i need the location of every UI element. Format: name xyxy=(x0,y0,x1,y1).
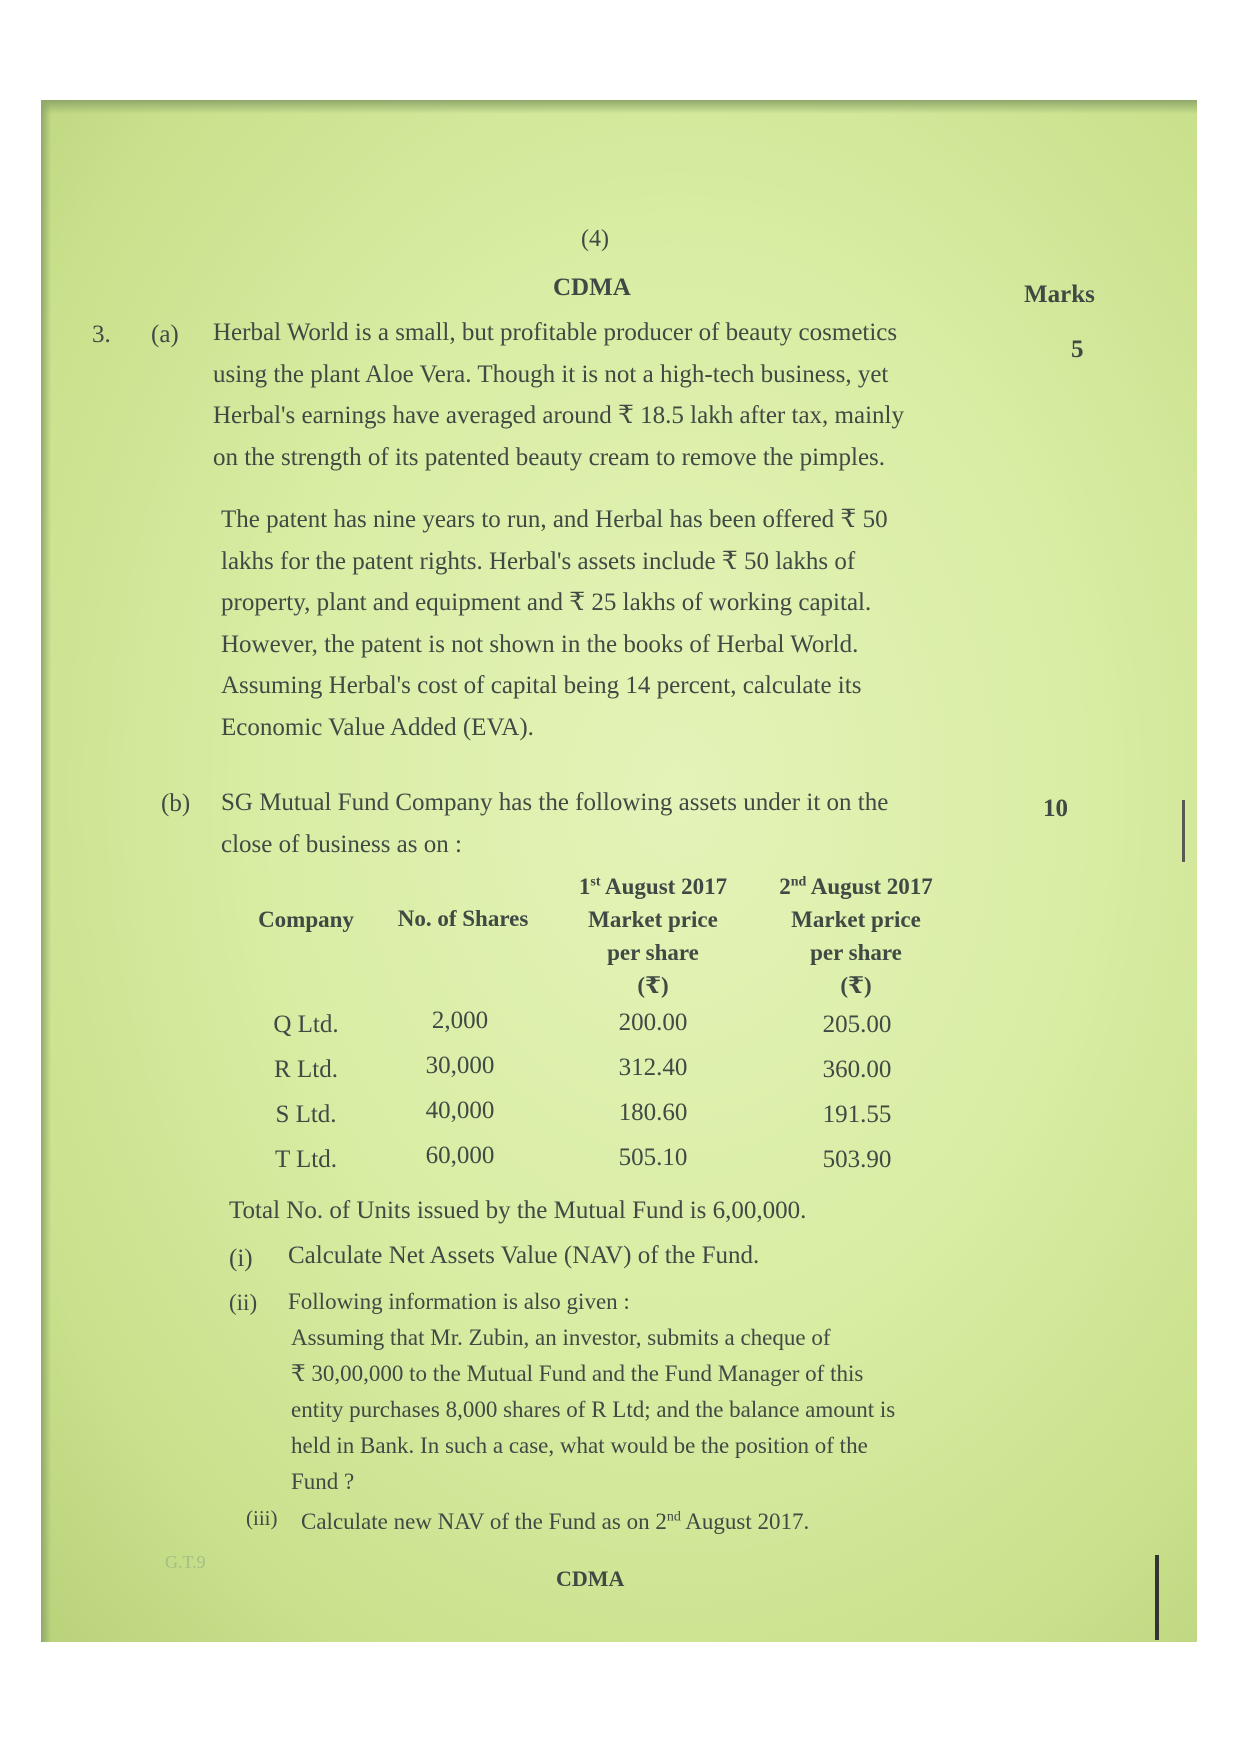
currency-header: (₹) xyxy=(637,973,669,998)
paper-header: CDMA xyxy=(553,274,631,301)
table-header-shares: No. of Shares xyxy=(397,906,529,931)
question-number: 3. xyxy=(92,321,111,348)
edge-mark xyxy=(1155,1555,1159,1640)
paper-footer: CDMA xyxy=(556,1566,625,1591)
shares-cell: 30,000 xyxy=(425,1052,495,1079)
page-turn-code: G.T.9 xyxy=(165,1552,206,1572)
price-2-cell: 191.55 xyxy=(822,1101,892,1128)
company-cell: T Ltd. xyxy=(274,1146,338,1173)
shares-cell: 40,000 xyxy=(425,1097,495,1124)
date-suffix: nd xyxy=(666,1509,681,1525)
units-issued-line: Total No. of Units issued by the Mutual Fund is 6,00,000. xyxy=(229,1197,807,1224)
part-a-marks: 5 xyxy=(1071,336,1084,363)
date-1-day: 1 xyxy=(578,874,591,899)
page-number: (4) xyxy=(581,226,609,252)
date-1-heading xyxy=(561,870,745,903)
text-line: entity purchases 8,000 shares of R Ltd; and the balance amount is xyxy=(291,1397,896,1422)
text-line: property, plant and equipment and ₹ 25 lakhs of working capital. xyxy=(221,589,872,616)
sub-iii-label: (iii) xyxy=(246,1506,278,1530)
edge-mark xyxy=(1182,800,1185,862)
price-1-cell: 200.00 xyxy=(618,1009,688,1036)
price-2-cell: 503.90 xyxy=(822,1146,892,1173)
part-a-paragraph-2 xyxy=(221,499,1007,748)
text-line: held in Bank. In such a case, what would be the position of the xyxy=(291,1433,868,1458)
date-2-day: 2 xyxy=(779,874,791,899)
sub-iii-text-main: Calculate new NAV of the Fund as on 2 xyxy=(301,1509,667,1534)
sub-i-label: (i) xyxy=(229,1245,253,1272)
price-header-line2: per share xyxy=(607,940,699,965)
company-cell: S Ltd. xyxy=(275,1101,337,1128)
date-2-month-year: August 2017 xyxy=(806,874,933,899)
date-1-suffix: st xyxy=(590,874,601,890)
date-1-month-year: August 2017 xyxy=(600,874,728,899)
table-header-date-2 xyxy=(761,870,951,1002)
text-line: using the plant Aloe Vera. Though it is not a high-tech business, yet xyxy=(213,360,889,388)
price-header-line1: Market price xyxy=(588,907,718,932)
sub-ii-text: Following information is also given : xyxy=(288,1289,630,1314)
sub-iii-text-end: August 2017. xyxy=(680,1509,810,1534)
currency-header: (₹) xyxy=(840,973,872,998)
sub-ii-label: (ii) xyxy=(229,1290,258,1315)
part-b-marks: 10 xyxy=(1043,795,1068,822)
text-line: However, the patent is not shown in the books of Herbal World. xyxy=(221,630,859,658)
price-header-line2: per share xyxy=(810,940,902,965)
price-header-line1: Market price xyxy=(791,907,921,932)
table-header-company: Company xyxy=(258,907,354,932)
price-2-cell: 205.00 xyxy=(822,1011,892,1038)
company-cell: Q Ltd. xyxy=(273,1011,339,1038)
part-a-paragraph-1 xyxy=(213,312,1009,478)
text-line: close of business as on : xyxy=(221,830,462,858)
text-line: Herbal's earnings have averaged around ₹ 18.5 lakh after tax, mainly xyxy=(213,402,904,429)
part-a-label: (a) xyxy=(151,321,179,348)
text-line: SG Mutual Fund Company has the following assets under it on the xyxy=(221,789,889,816)
table-header-date-1 xyxy=(561,870,745,1002)
sub-ii-detail xyxy=(291,1320,977,1500)
company-cell: R Ltd. xyxy=(274,1056,338,1083)
text-line: Economic Value Added (EVA). xyxy=(221,713,534,741)
price-1-cell: 312.40 xyxy=(618,1054,688,1081)
text-line: lakhs for the patent rights. Herbal's assets include ₹ 50 lakhs of xyxy=(221,547,856,575)
marks-heading: Marks xyxy=(1024,281,1095,308)
date-2-heading xyxy=(761,870,951,903)
price-1-cell: 180.60 xyxy=(618,1099,688,1126)
text-line: Assuming that Mr. Zubin, an investor, submits a cheque of xyxy=(291,1325,831,1350)
part-b-label: (b) xyxy=(161,790,191,817)
text-line: Assuming Herbal's cost of capital being 14 percent, calculate its xyxy=(221,672,862,699)
text-line: Fund ? xyxy=(291,1469,355,1494)
sub-iii-text xyxy=(301,1510,809,1533)
part-b-intro xyxy=(221,782,1003,865)
date-2-suffix: nd xyxy=(790,874,807,890)
shares-cell: 60,000 xyxy=(425,1142,495,1169)
text-line: The patent has nine years to run, and Herbal has been offered ₹ 50 xyxy=(221,506,888,533)
price-2-cell: 360.00 xyxy=(822,1056,892,1083)
price-1-cell: 505.10 xyxy=(618,1144,688,1171)
shares-cell: 2,000 xyxy=(431,1007,489,1034)
text-line: on the strength of its patented beauty cream to remove the pimples. xyxy=(213,443,886,471)
sub-i-text: Calculate Net Assets Value (NAV) of the Fund. xyxy=(288,1242,760,1269)
text-line: Herbal World is a small, but profitable producer of beauty cosmetics xyxy=(213,319,898,346)
text-line: ₹ 30,00,000 to the Mutual Fund and the Fund Manager of this xyxy=(291,1361,864,1386)
